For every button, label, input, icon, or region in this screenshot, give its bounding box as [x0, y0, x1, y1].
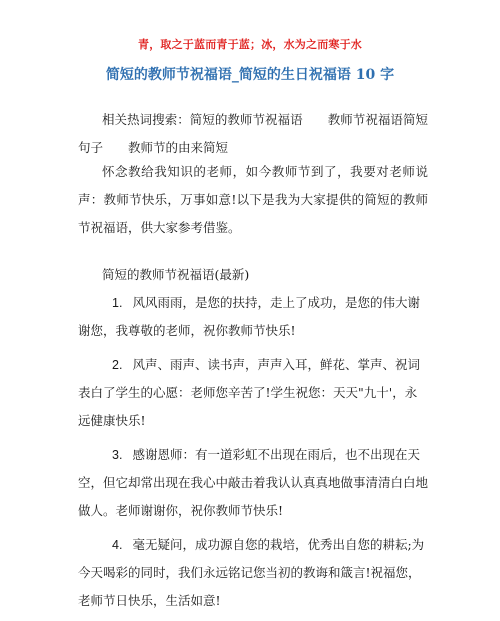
- item-number: 4.: [112, 538, 123, 552]
- list-item: [78, 531, 428, 615]
- item-text: 感谢恩师：有一道彩虹不出现在雨后，也不出现在天空，但它却常出现在我心中敲击着我认认真真地做事清清白白地做人。老师谢谢你，祝你教师节快乐!: [78, 447, 429, 518]
- list-item: [78, 441, 428, 525]
- list-item: [78, 351, 428, 435]
- item-text: 风风雨雨，是您的扶持，走上了成功，是您的伟大谢谢您，我尊敬的老师，祝你教师节快乐!: [78, 295, 420, 338]
- item-text: 风声、雨声、读书声，声声入耳，鲜花、掌声、祝词表白了学生的心愿：老师您辛苦了!学生祝您：天天"九十'，永远健康快乐!: [78, 357, 420, 428]
- blessing-list: [78, 289, 428, 621]
- list-item: [78, 289, 428, 345]
- intro-paragraph: 怀念教给我知识的老师，如今教师节到了，我要对老师说声：教师节快乐，万事如意!以下是我为大家提供的简短的教师节祝福语，供大家参考借鉴。: [78, 164, 428, 235]
- item-text: 毫无疑问，成功源自您的栽培，优秀出自您的耕耘;为今天喝彩的同时，我们永远铭记您当初的教诲和箴言!祝福您，老师节日快乐，生活如意!: [78, 537, 425, 608]
- item-number: 3.: [112, 448, 123, 462]
- motto-header: 青，取之于蓝而青于蓝；冰，水为之而寒于水: [138, 38, 362, 51]
- item-number: 2.: [112, 358, 123, 372]
- page-title: 简短的教师节祝福语_简短的生日祝福语 10 字: [105, 67, 395, 83]
- keywords-line: 相关热词搜索：简短的教师节祝福语 教师节祝福语简短句子 教师节的由来简短: [78, 112, 428, 155]
- section-heading: 简短的教师节祝福语(最新): [102, 267, 250, 282]
- item-number: 1.: [112, 296, 123, 310]
